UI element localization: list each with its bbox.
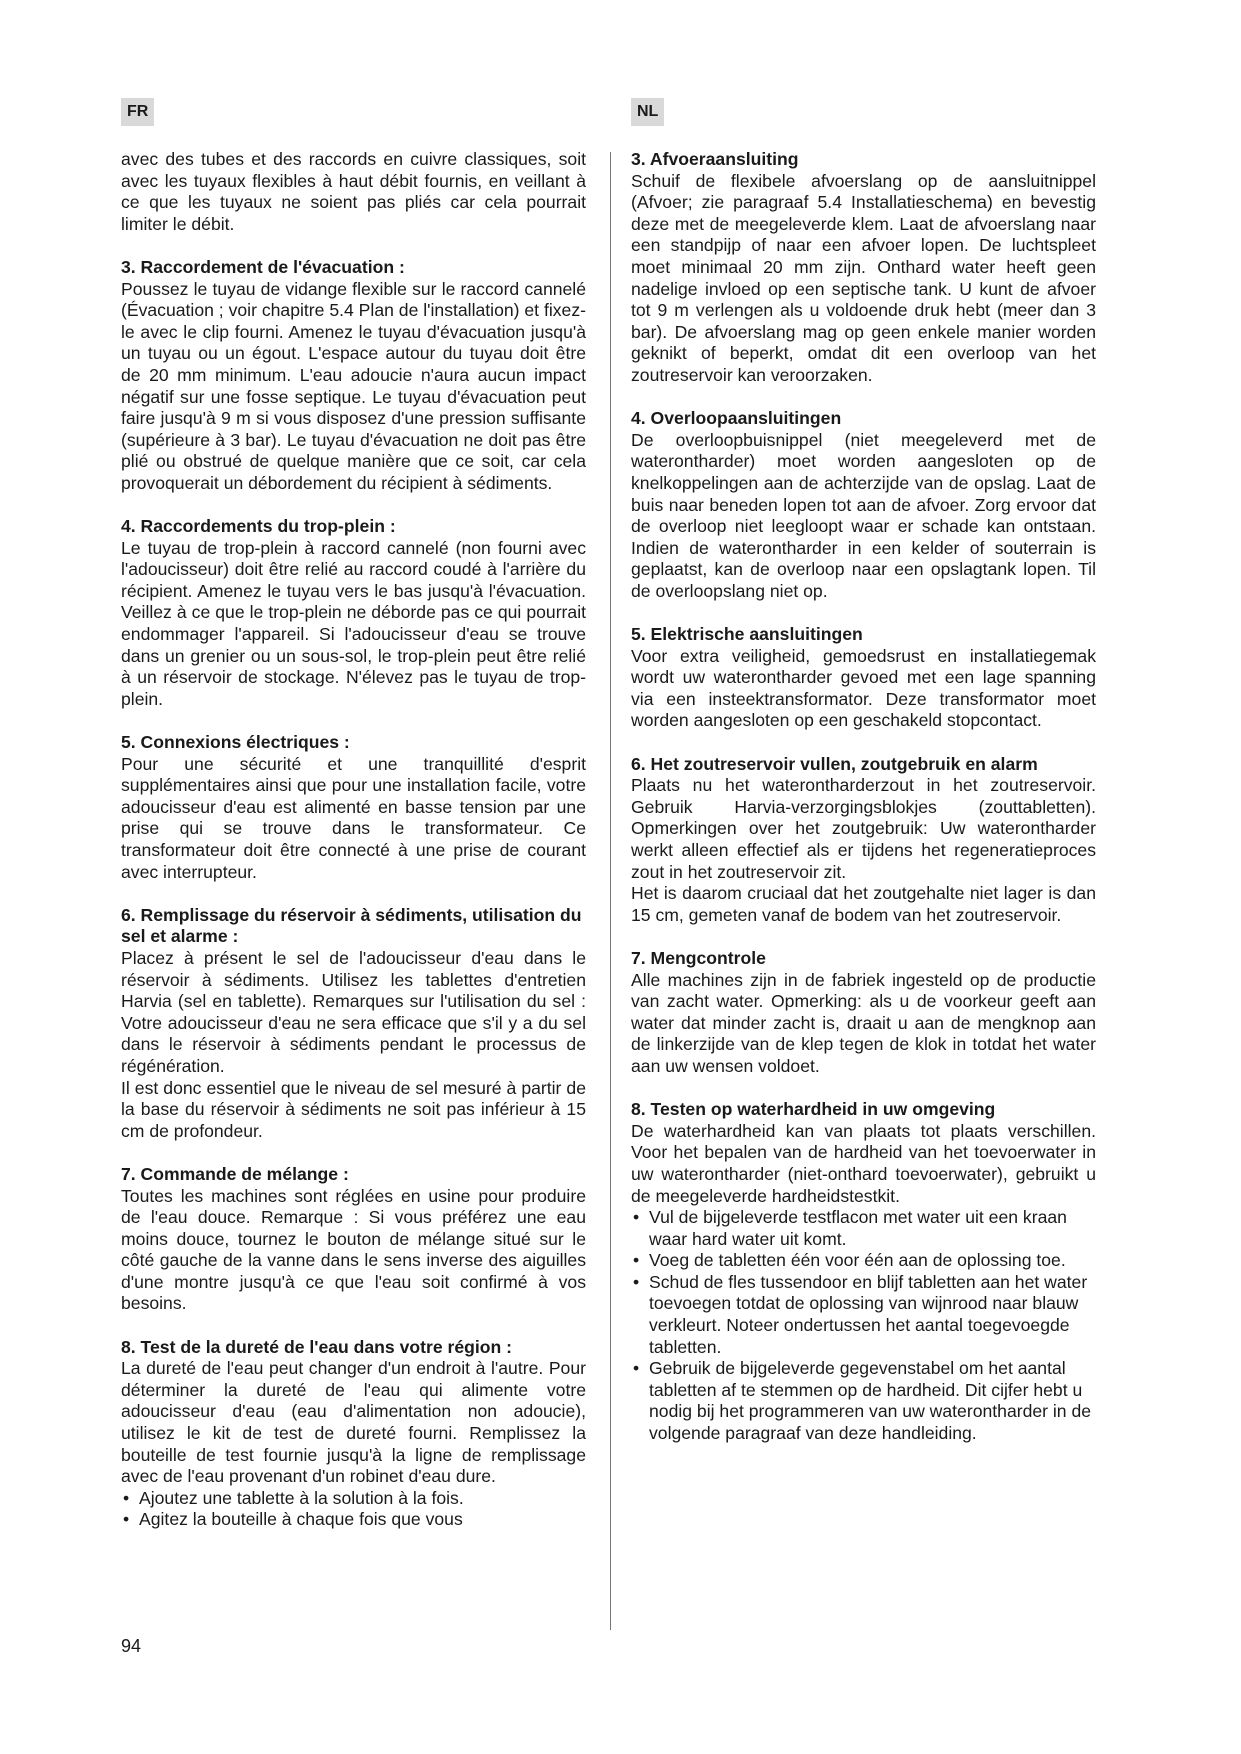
nl-section-8 [631, 1099, 1096, 1445]
language-tag-fr: FR [121, 98, 154, 126]
nl-section-6-body-1: Plaats nu het waterontharderzout in het zoutreservoir. Gebruik Harvia-verzorgingsblokjes (zouttabletten). Opmerkingen over het zoutgebruik: Uw waterontharder werkt alleen effectief als er tijdens het regeneratieproces zout in het zoutreservoir zit. [631, 775, 1096, 882]
column-french [121, 149, 586, 1553]
nl-section-3-title: 3. Afvoeraansluiting [631, 149, 799, 169]
list-item: • Schud de fles tussendoor en blijf tabletten aan het water toevoegen totdat de oplossing van wijnrood naar blauw verkleurt. Noteer ondertussen het aantal toegevoegde tabletten. [631, 1272, 1096, 1358]
nl-section-7-body: Alle machines zijn in de fabriek ingesteld op de productie van zacht water. Opmerking: als u de voorkeur geeft aan water dat minder zacht is, draait u aan de mengknop aan de linkerzijde van de klep tegen de klok in totdat het water aan uw wensen voldoet. [631, 969, 1096, 1076]
fr-section-8-body: La dureté de l'eau peut changer d'un endroit à l'autre. Pour déterminer la dureté de l'eau qui alimente votre adoucisseur d'eau (eau d'alimentation non adoucie), utilisez le kit de test de dureté fourni. Remplissez la bouteille de test fournie jusqu'à la ligne de remplissage avec de l'eau provenant d'un robinet d'eau dure. [121, 1358, 586, 1487]
nl-section-3-body: Schuif de flexibele afvoerslang op de aansluitnippel (Afvoer; zie paragraaf 5.4 Installatieschema) en bevestig deze met de meegeleverde klem. Laat de afvoerslang naar een standpijp of naar een afvoer lopen. De luchtspleet moet minimaal 20 mm zijn. Onthard water heeft geen nadelige invloed op een septische tank. U kunt de afvoer tot 9 m verlengen als u voldoende druk hebt (meer dan 3 bar). De afvoerslang mag op geen enkele manier worden geknikt of beperkt, omdat dit een overloop van het zoutreservoir kan veroorzaken. [631, 170, 1096, 385]
fr-section-8-list [121, 1488, 586, 1531]
nl-section-8-title: 8. Testen op waterhardheid in uw omgeving [631, 1099, 996, 1120]
column-dutch [631, 149, 1096, 1466]
nl-section-8-body: De waterhardheid kan van plaats tot plaats verschillen. Voor het bepalen van de hardheid van het toevoerwater in uw waterontharder (niet-onthard toevoerwater), gebruikt u de meegeleverde hardheidstestkit. [631, 1120, 1096, 1206]
list-item: • Voeg de tabletten één voor één aan de oplossing toe. [631, 1250, 1096, 1272]
nl-section-4 [631, 408, 1096, 602]
nl-section-5-body: Voor extra veiligheid, gemoedsrust en installatiegemak wordt uw waterontharder gevoed met een lage spanning via een insteektransformator. Deze transformator moet worden aangesloten op een geschakeld stopcontact. [631, 645, 1096, 731]
fr-section-4 [121, 516, 586, 710]
fr-section-5-body: Pour une sécurité et une tranquillité d'esprit supplémentaires ainsi que pour une installation facile, votre adoucisseur d'eau est alimenté en basse tension par une prise qui se trouve dans le transformateur. Ce transformateur doit être connecté à une prise de courant avec interrupteur. [121, 753, 586, 882]
nl-section-5 [631, 624, 1096, 732]
nl-section-5-title: 5. Elektrische aansluitingen [631, 624, 863, 645]
list-item: • Vul de bijgeleverde testflacon met water uit een kraan waar hard water uit komt. [631, 1207, 1096, 1250]
fr-section-4-title: 4. Raccordements du trop-plein : [121, 516, 396, 537]
fr-intro [121, 149, 586, 235]
fr-section-3-title: 3. Raccordement de l'évacuation : [121, 256, 405, 277]
fr-section-6-title: 6. Remplissage du réservoir à sédiments, utilisation du sel et alarme : [121, 904, 582, 947]
nl-section-7-title: 7. Mengcontrole [631, 947, 766, 968]
list-item: • Gebruik de bijgeleverde gegevenstabel om het aantal tabletten af te stemmen op de hardheid. Dit cijfer hebt u nodig bij het programmeren van uw waterontharder in de volgende paragraaf van deze handleiding. [631, 1358, 1096, 1444]
fr-section-5-title: 5. Connexions électriques : [121, 732, 350, 753]
fr-section-7 [121, 1164, 586, 1315]
fr-section-5 [121, 732, 586, 883]
nl-section-8-list [631, 1207, 1096, 1445]
language-tag-nl: NL [631, 98, 664, 126]
nl-section-6-body-2: Het is daarom cruciaal dat het zoutgehalte niet lager is dan 15 cm, gemeten vanaf de bodem van het zoutreservoir. [631, 883, 1096, 925]
nl-section-4-title: 4. Overloopaansluitingen [631, 408, 842, 429]
fr-section-3 [121, 257, 586, 495]
nl-section-3 [631, 149, 1096, 387]
list-item: • Agitez la bouteille à chaque fois que vous [121, 1509, 586, 1531]
nl-section-6-title: 6. Het zoutreservoir vullen, zoutgebruik en alarm [631, 753, 1038, 774]
fr-intro-text: avec des tubes et des raccords en cuivre classiques, soit avec les tuyaux flexibles à haut débit fournis, en veillant à ce que les tuyaux ne soient pas pliés car cela pourrait limiter le débit. [121, 149, 586, 234]
fr-section-7-body: Toutes les machines sont réglées en usine pour produire de l'eau douce. Remarque : Si vous préférez une eau moins douce, tournez le bouton de mélange situé sur le côté gauche de la vanne dans le sens inverse des aiguilles d'une montre jusqu'à ce que l'eau soit confirmé à vos besoins. [121, 1185, 586, 1314]
fr-section-6 [121, 905, 586, 1143]
nl-section-4-body: De overloopbuisnippel (niet meegeleverd met de waterontharder) moet worden aangesloten op de knelkoppelingen aan de achterzijde van de opslag. Laat de buis naar beneden lopen tot aan de afvoer. Zorg ervoor dat de overloop niet leegloopt waar er schade kan ontstaan. Indien de waterontharder in een kelder of souterrain is geplaatst, kan de overloop naar een opslagtank lopen. Til de overloopslang niet op. [631, 429, 1096, 601]
fr-section-4-body: Le tuyau de trop-plein à raccord cannelé (non fourni avec l'adoucisseur) doit être relié au raccord coudé à l'arrière du récipient. Amenez le tuyau vers le bas jusqu'à l'évacuation. Veillez à ce que le trop-plein ne déborde pas ce qui pourrait endommager l'appareil. Si l'adoucisseur d'eau se trouve dans un grenier ou un sous-sol, le trop-plein peut être relié à un réservoir de stockage. N'élevez pas le tuyau de trop-plein. [121, 537, 586, 709]
fr-section-8-title: 8. Test de la dureté de l'eau dans votre région : [121, 1336, 513, 1357]
nl-section-6 [631, 754, 1096, 927]
fr-section-6-body-2: Il est donc essentiel que le niveau de sel mesuré à partir de la base du réservoir à sédiments ne soit pas inférieur à 15 cm de profondeur. [121, 1077, 586, 1141]
list-item: • Ajoutez une tablette à la solution à la fois. [121, 1488, 586, 1510]
fr-section-8 [121, 1337, 586, 1531]
column-divider [610, 152, 611, 1630]
page-number: 94 [121, 1636, 142, 1656]
fr-section-3-body: Poussez le tuyau de vidange flexible sur le raccord cannelé (Évacuation ; voir chapitre 5.4 Plan de l'installation) et fixez-le avec le clip fourni. Amenez le tuyau d'évacuation jusqu'à un tuyau ou un égout. L'espace autour du tuyau doit être de 20 mm minimum. L'eau adoucie n'aura aucun impact négatif sur une fosse septique. Le tuyau d'évacuation peut faire jusqu'à 9 m si vous disposez d'une pression suffisante (supérieure à 3 bar). Le tuyau d'évacuation ne doit pas être plié ou obstrué de quelque manière que ce soit, car cela provoquerait un débordement du récipient à sédiments. [121, 278, 586, 493]
fr-section-6-body-1: Placez à présent le sel de l'adoucisseur d'eau dans le réservoir à sédiments. Utilisez les tablettes d'entretien Harvia (sel en tablette). Remarques sur l'utilisation du sel : Votre adoucisseur d'eau ne sera efficace que s'il y a du sel dans le réservoir à sédiments pendant le processus de régénération. [121, 947, 586, 1076]
nl-section-7 [631, 948, 1096, 1078]
fr-section-7-title: 7. Commande de mélange : [121, 1163, 349, 1184]
